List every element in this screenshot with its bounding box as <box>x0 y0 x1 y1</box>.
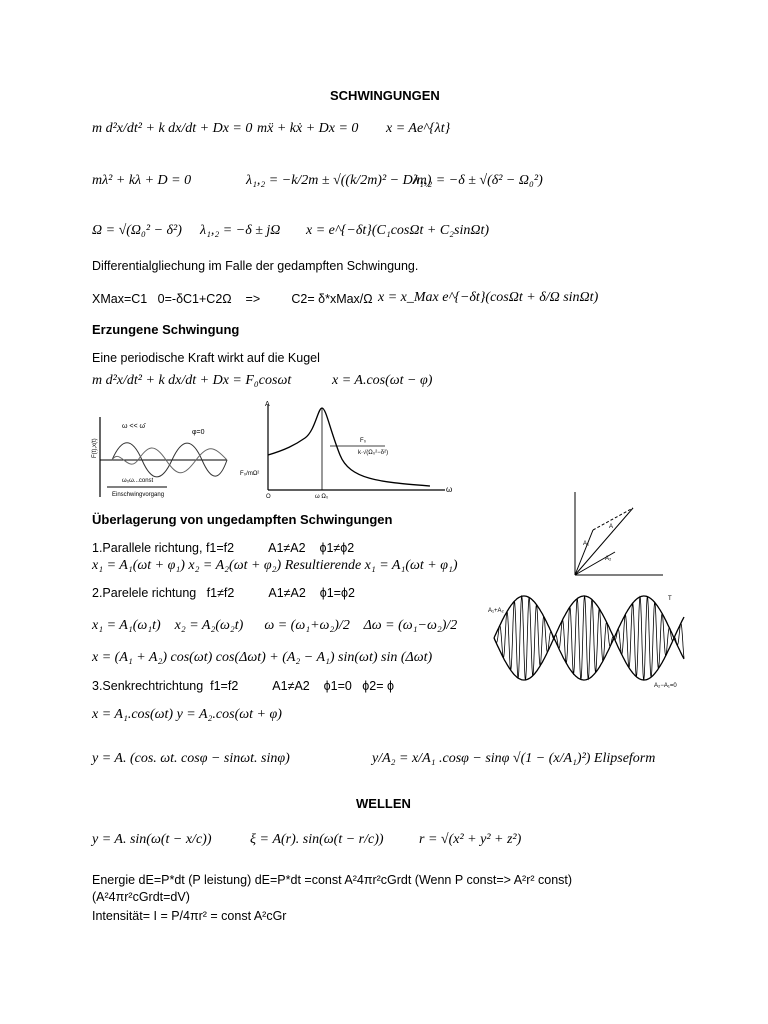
text-senkrecht: 3.Senkrechtrichtung f1=f2 A1≠A2 ϕ1=0 ϕ2= ϕ <box>92 679 394 693</box>
equation-parallel-2a: x₁ = A₁(ω₁t) x₂ = A₂(ω₂t) ω = (ω₁+ω₂)/2 Δω = (ω₁−ω₂)/2 <box>92 618 458 633</box>
equation-elipse: y/A₂ = x/A₁ .cosφ − sinφ √(1 − (x/A₁)²) Elipseform <box>372 751 656 766</box>
fig1-label-axis: F(t),x(t) <box>92 438 98 458</box>
fig1-label-phi: φ=0 <box>192 429 205 436</box>
fig2-label-f0m: F₀/mΩ² <box>240 471 260 477</box>
figure-phasor-diagram <box>565 490 665 580</box>
fig2-label-a: A <box>265 401 270 408</box>
fig3-label-a2: A₂ <box>605 556 612 562</box>
equation-parallel-2b: x = (A₁ + A₂) cos(ωt) cos(Δωt) + (A₂ − A₁) sin(ωt) sin (Δωt) <box>92 650 433 665</box>
fig1-label-const: ω₀ω...const <box>122 478 154 484</box>
equation-lambda-j: λ₁,₂ = −δ ± jΩ <box>200 223 281 238</box>
page-title: SCHWINGUNGEN <box>330 88 440 103</box>
equation-exp-ansatz: x = Ae^{λt} <box>386 121 451 136</box>
equation-wave-2: ξ = A(r). sin(ω(t − r/c)) <box>250 832 384 847</box>
text-parallel-1: 1.Parallele richtung, f1=f2 A1≠A2 ϕ1≠ϕ2 <box>92 541 355 555</box>
equation-parallel-1: x₁ = A₁(ωt + φ₁) x₂ = A₂(ωt + φ₂) Resultierende x₁ = A₁(ωt + φ₁) <box>92 558 458 573</box>
equation-characteristic: mλ² + kλ + D = 0 <box>92 173 192 188</box>
heading-erzungene: Erzungene Schwingung <box>92 322 240 337</box>
text-intensitaet: Intensität= I = P/4πr² = const A²cGr <box>92 909 287 923</box>
equation-lambda-delta: λ₁,₂ = −δ ± √(δ² − Ω₀²) <box>413 173 543 188</box>
equation-solution: x = e^{−δt}(C₁cosΩt + C₂sinΩt) <box>306 223 490 238</box>
equation-xmax: x = x_Max e^{−δt}(cosΩt + δ/Ω sinΩt) <box>378 290 599 305</box>
fig2-label-omega0: ω Ω₀ <box>315 494 329 500</box>
fig4-label-1: A₂−A₁=0 <box>654 683 677 689</box>
text-energie: Energie dE=P*dt (P leistung) dE=P*dt =const A²4πr²cGrdt (Wenn P const=> A²r² const) <box>92 873 573 887</box>
equation-motion-dot: mẍ + kẋ + Dx = 0 <box>257 121 359 136</box>
figure-resonance-curve <box>230 400 455 500</box>
figure-beat <box>486 588 692 688</box>
figure-einschwingvorgang <box>92 412 232 502</box>
text-kraft: Eine periodische Kraft wirkt auf die Kugel <box>92 351 320 365</box>
heading-ueberlagerung: Überlagerung von ungedampften Schwingungen <box>92 512 393 527</box>
fig1-label-einschwing: Einschwingvorgang <box>112 492 165 498</box>
equation-lambda-k: λ₁,₂ = −k/2m ± √((k/2m)² − D/m) <box>246 173 432 188</box>
text-energie-2: (A²4πr²cGrdt=dV) <box>92 890 190 904</box>
fig4-label-2: T <box>668 596 672 602</box>
text-parallel-2: 2.Parelele richtung f1≠f2 A1≠A2 ϕ1=ϕ2 <box>92 586 355 600</box>
equation-senkrecht-2: y = A. (cos. ωt. cosφ − sinωt. sinφ) <box>92 751 290 766</box>
text-differential: Differentialgliechung im Falle der gedampften Schwingung. <box>92 259 419 273</box>
fig1-label-omega: ω << ω̄ <box>122 423 145 430</box>
heading-wellen: WELLEN <box>356 796 411 811</box>
fig3-label-a: A <box>609 524 614 530</box>
equation-omega: Ω = √(Ω₀² − δ²) <box>92 223 182 238</box>
fig2-label-k: k·√(Ω₀²−δ²) <box>358 450 389 456</box>
text-xmax: XMax=C1 0=-δC1+C2Ω => C2= δ*xMax/Ω <box>92 292 373 306</box>
equation-wave-1: y = A. sin(ω(t − x/c)) <box>92 832 212 847</box>
fig2-label-f0: F₀ <box>360 438 367 444</box>
fig2-label-omega: ω <box>446 485 453 494</box>
equation-forced-solution: x = A.cos(ωt − φ) <box>332 373 433 388</box>
fig4-label-0: A₁+A₂ <box>488 608 504 614</box>
equation-radius: r = √(x² + y² + z²) <box>419 832 522 847</box>
equation-motion-differential: m d²x/dt² + k dx/dt + Dx = 0 <box>92 121 253 136</box>
fig3-label-a1: A₁ <box>583 541 590 547</box>
equation-senkrecht-1: x = A₁.cos(ωt) y = A₂.cos(ωt + φ) <box>92 707 282 722</box>
beat-waveform <box>494 596 684 680</box>
fig2-label-o: O <box>266 494 271 500</box>
equation-forced: m d²x/dt² + k dx/dt + Dx = F₀cosωt <box>92 373 292 388</box>
